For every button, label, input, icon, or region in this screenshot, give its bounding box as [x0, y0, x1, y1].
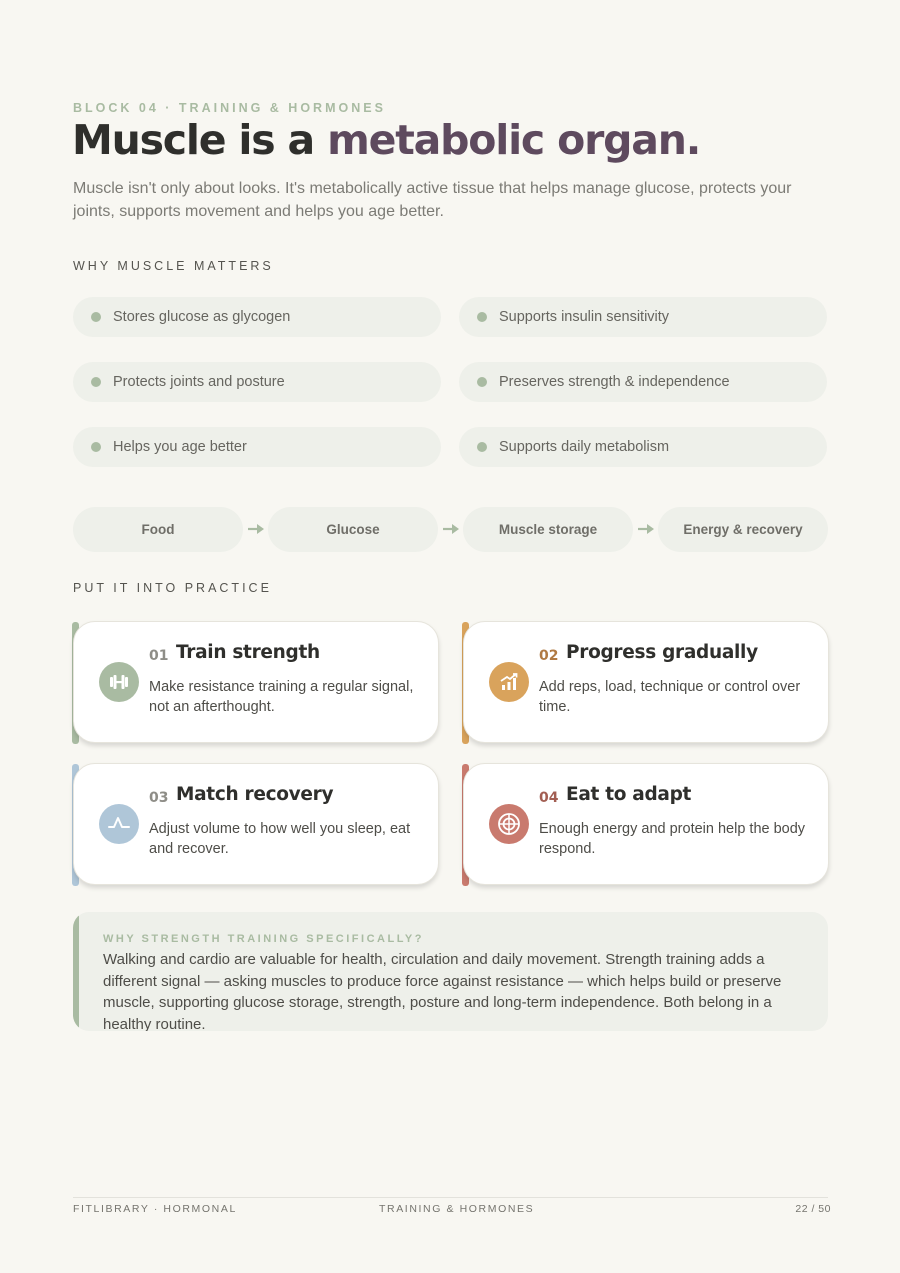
card-number: 03 — [149, 790, 169, 806]
callout-text: Walking and cardio are valuable for health, circulation and daily movement. Strength training adds a different signal — asking muscles to produce force against resistance — which helps build or preserve muscle, supporting glucose storage, strength, posture and long-term independence. Both belong in a healthy routine. — [103, 951, 782, 1031]
flow-step-muscle-storage: Muscle storage — [463, 507, 633, 552]
card-text: Enough energy and protein help the body respond. — [539, 821, 806, 857]
practice-card-train-strength — [73, 621, 439, 743]
card-text: Adjust volume to how well you sleep, eat and recover. — [149, 821, 411, 857]
bullet-dot — [91, 442, 101, 452]
card-title: Match recovery — [176, 784, 334, 805]
card-text: Add reps, load, technique or control over time. — [539, 679, 801, 715]
card-text: Make resistance training a regular signal, not an afterthought. — [149, 679, 414, 715]
intro-paragraph: Muscle isn't only about looks. It's metabolically active tissue that helps manage glucose, protects your joints, supports movement and helps you age better. — [73, 180, 792, 220]
arrow-right-icon — [637, 521, 655, 537]
benefit-pill — [73, 427, 441, 467]
footer-section: TRAINING & HORMONES — [379, 1203, 535, 1215]
card-title: Eat to adapt — [566, 784, 692, 805]
block-kicker: BLOCK 04 · TRAINING & HORMONES — [73, 101, 386, 115]
why-section-label: WHY MUSCLE MATTERS — [73, 259, 274, 273]
callout-label: WHY STRENGTH TRAINING SPECIFICALLY? — [103, 933, 424, 945]
callout-accent-bar — [73, 912, 79, 1031]
card-title: Progress gradually — [566, 642, 758, 663]
benefit-pill — [459, 427, 827, 467]
plate-icon — [489, 804, 529, 844]
bullet-dot — [477, 312, 487, 322]
benefit-pill — [459, 297, 827, 337]
callout-box — [73, 912, 828, 1031]
benefit-label: Helps you age better — [113, 439, 247, 455]
flow-step-food: Food — [73, 507, 243, 552]
practice-section-label: PUT IT INTO PRACTICE — [73, 581, 272, 595]
footer-brand: FITLIBRARY · HORMONAL — [73, 1203, 237, 1215]
page-number: 22 / 50 — [795, 1203, 831, 1215]
card-number: 04 — [539, 790, 559, 806]
bullet-dot — [477, 442, 487, 452]
practice-card-match-recovery — [73, 763, 439, 885]
flow-step-energy-recovery: Energy & recovery — [658, 507, 828, 552]
page-title — [72, 116, 700, 164]
bullet-dot — [477, 377, 487, 387]
benefit-pill — [459, 362, 827, 402]
benefit-pill — [73, 362, 441, 402]
card-number: 02 — [539, 648, 559, 664]
rising-bars-icon — [489, 662, 529, 702]
bullet-dot — [91, 312, 101, 322]
arrow-right-icon — [442, 521, 460, 537]
bullet-dot — [91, 377, 101, 387]
footer-divider — [73, 1197, 828, 1198]
benefit-label: Supports daily metabolism — [499, 439, 670, 455]
benefit-pill — [73, 297, 441, 337]
dumbbell-icon — [99, 662, 139, 702]
practice-card-progress-gradually — [463, 621, 829, 743]
benefit-label: Stores glucose as glycogen — [113, 309, 291, 325]
benefit-label: Supports insulin sensitivity — [499, 309, 670, 325]
arrow-right-icon — [247, 521, 265, 537]
practice-card-eat-to-adapt — [463, 763, 829, 885]
benefit-label: Protects joints and posture — [113, 374, 285, 390]
card-title: Train strength — [176, 642, 320, 663]
benefit-label: Preserves strength & independence — [499, 374, 730, 390]
title-accent: metabolic organ. — [327, 116, 701, 164]
recovery-wave-icon — [99, 804, 139, 844]
title-start: Muscle is a — [72, 116, 328, 164]
flow-step-glucose: Glucose — [268, 507, 438, 552]
card-number: 01 — [149, 648, 169, 664]
